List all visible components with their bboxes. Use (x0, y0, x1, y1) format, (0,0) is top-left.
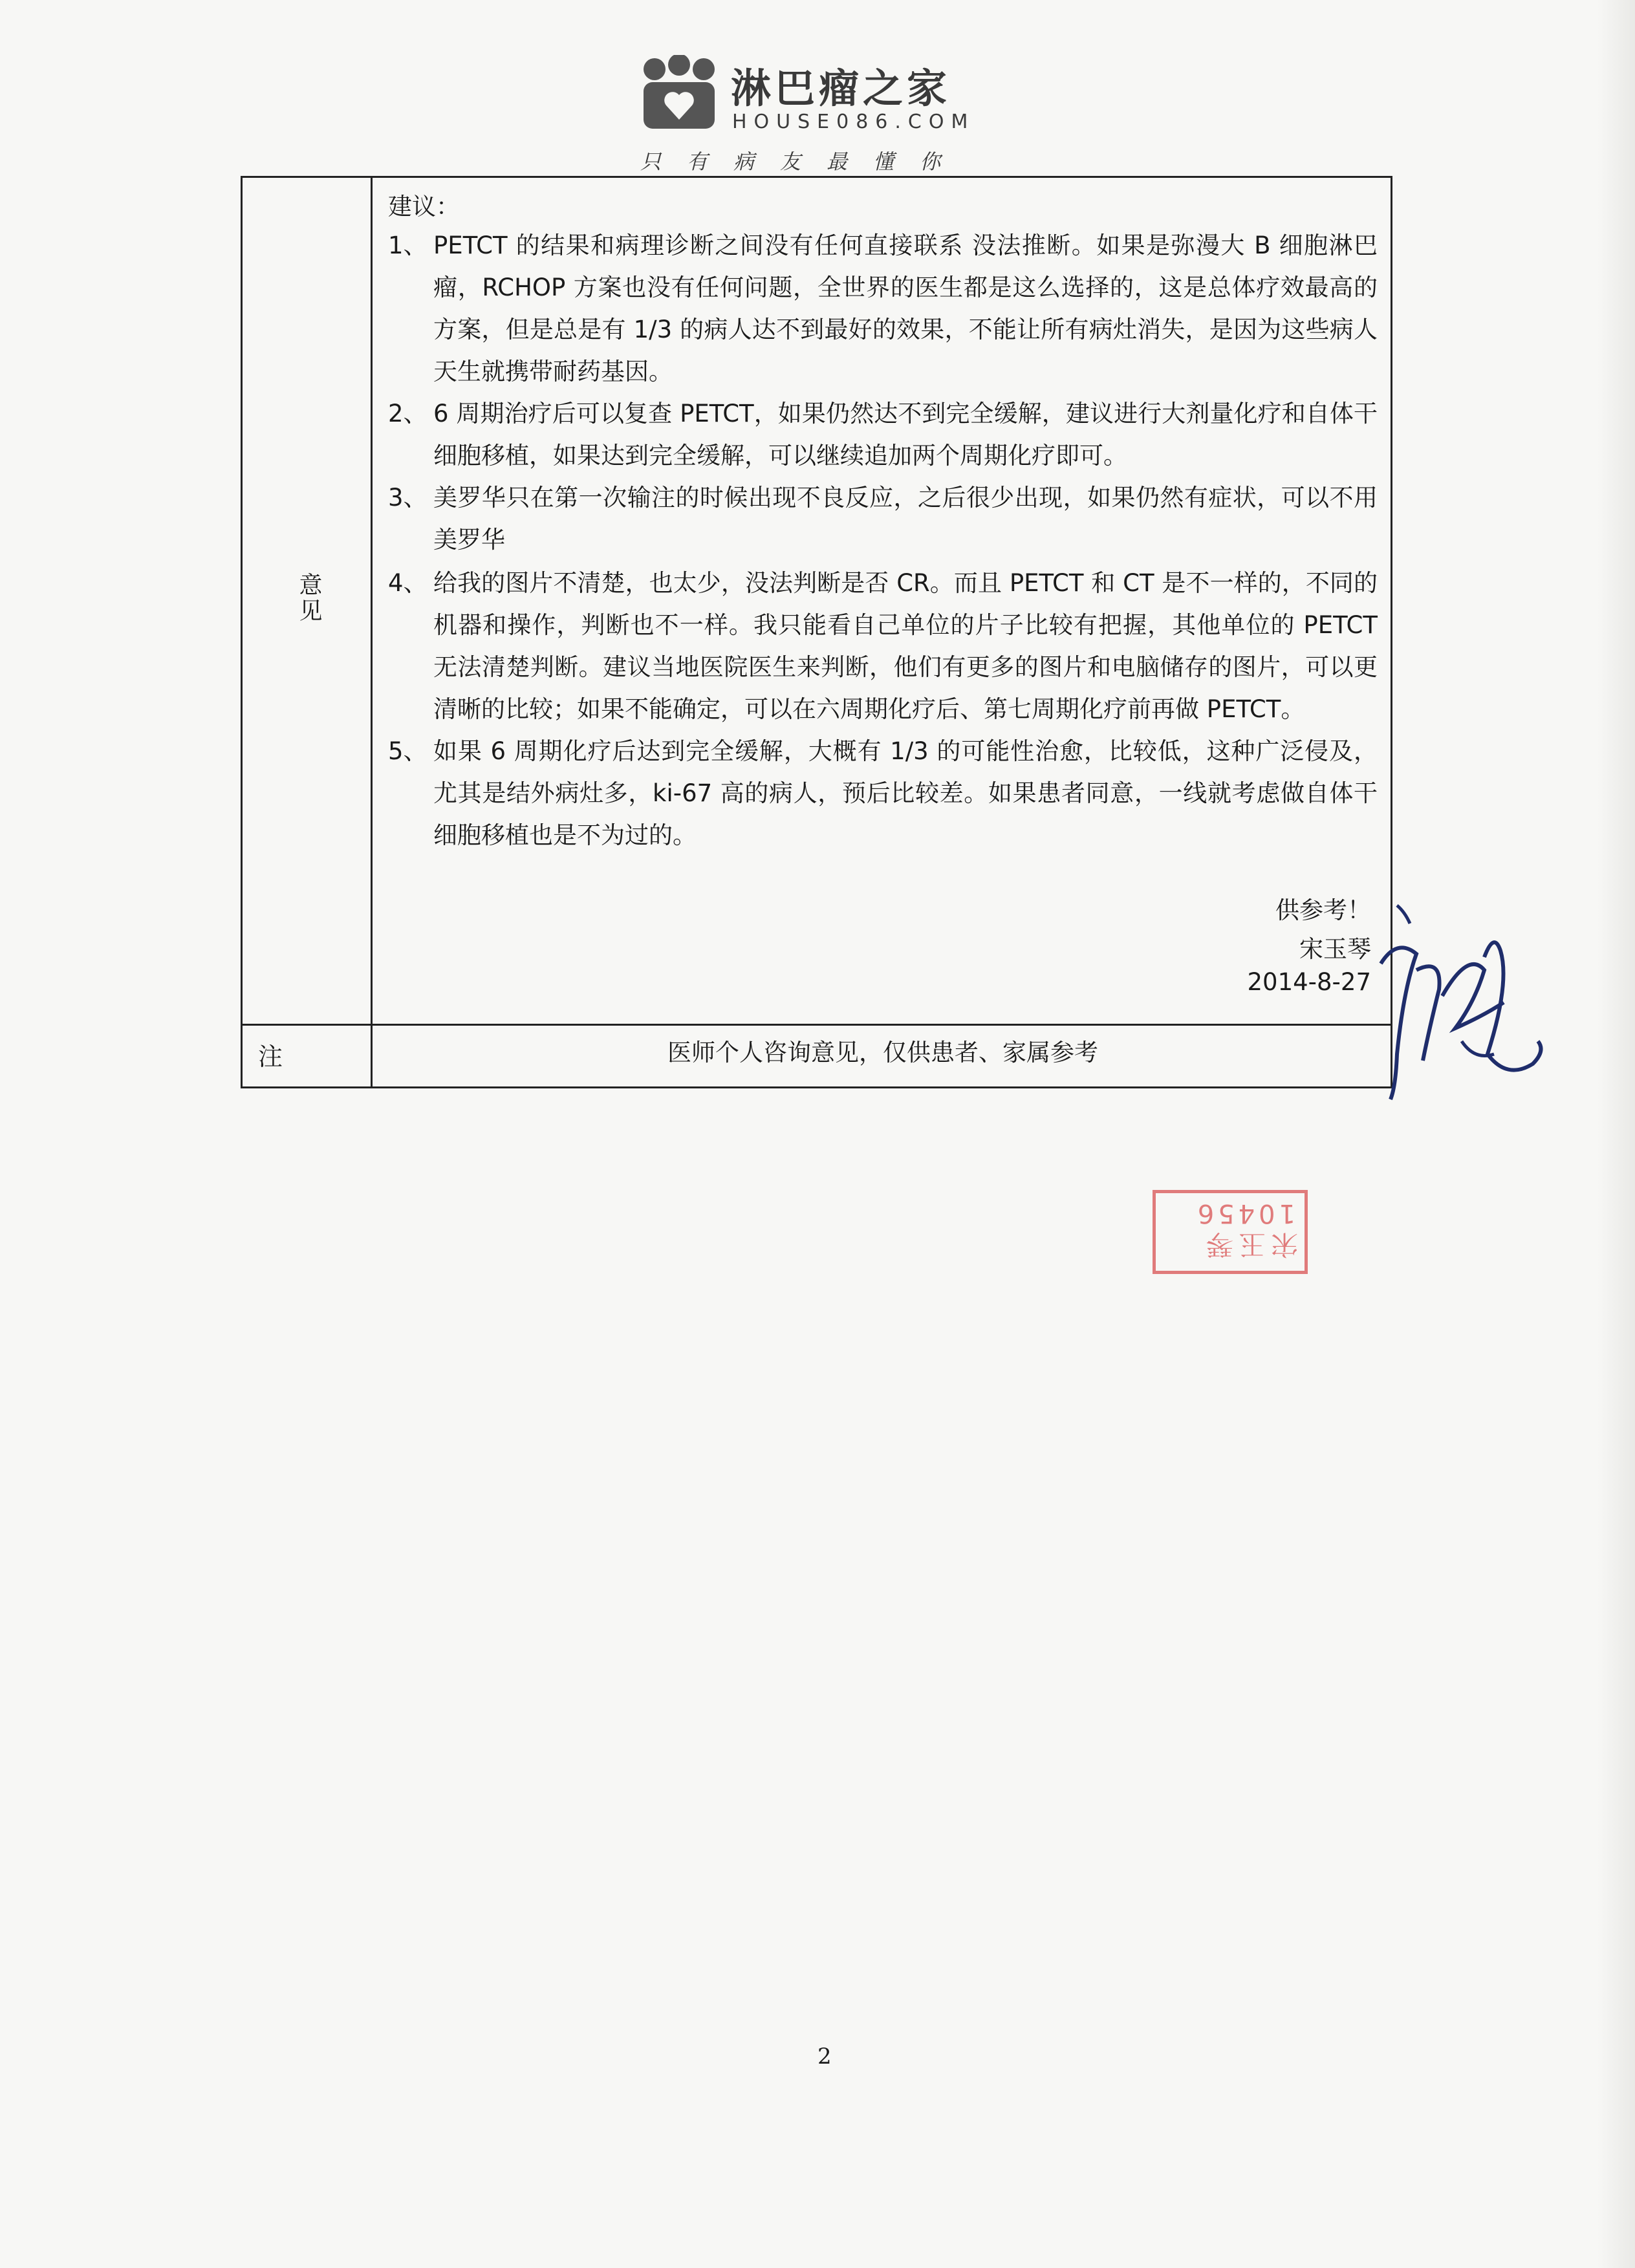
opinion-label: 意见 (296, 572, 322, 624)
row-divider (243, 1024, 1391, 1026)
advice-item-number: 2、 (388, 400, 428, 427)
advice-item-text: 如果 6 周期化疗后达到完全缓解，大概有 1/3 的可能性治愈，比较低，这种广泛侵及，尤其是结外病灶多，ki-67 高的病人，预后比较差。如果患者同意，一线就考虑做自体干细胞移植也是不为过的。 (433, 737, 1378, 849)
logo-site-url: HOUSE086.COM (732, 111, 975, 133)
advice-intro: 建议： (388, 193, 460, 221)
logo-title: 淋巴瘤之家 (731, 65, 951, 112)
closing-remark: 供参考！ (1275, 896, 1371, 924)
note-label: 注 (258, 1042, 283, 1071)
seal-name: 宋玉琴 (1200, 1229, 1298, 1260)
seal-number: 10456 (1193, 1198, 1295, 1228)
advice-item-text: 美罗华只在第一次输注的时候出现不良反应，之后很少出现，如果仍然有症状，可以不用美罗华 (433, 484, 1378, 554)
page-edge-shadow (1597, 0, 1635, 2268)
advice-item-number: 5、 (388, 737, 428, 765)
logo-slogan: 只有病友最懂你 (640, 149, 967, 174)
family-logo-icon (640, 55, 718, 133)
advice-item-text: 6 周期治疗后可以复查 PETCT，如果仍然达不到完全缓解，建议进行大剂量化疗和自体干细胞移植，如果达到完全缓解，可以继续追加两个周期化疗即可。 (433, 400, 1378, 470)
page-number: 2 (817, 2044, 832, 2069)
author-name: 宋玉琴 (1299, 935, 1371, 963)
document-date: 2014-8-27 (1247, 968, 1371, 996)
column-divider (371, 178, 373, 1086)
advice-item-number: 4、 (388, 569, 428, 597)
advice-item-number: 3、 (388, 484, 428, 512)
site-logo (640, 55, 977, 174)
doctor-seal (1153, 1190, 1308, 1274)
note-text: 医师个人咨询意见，仅供患者、家属参考 (667, 1039, 1098, 1066)
opinion-table (241, 176, 1392, 1088)
handwritten-signature (1371, 892, 1565, 1106)
advice-item-text: 给我的图片不清楚，也太少，没法判断是否 CR。而且 PETCT 和 CT 是不一样的，不同的机器和操作，判断也不一样。我只能看自己单位的片子比较有把握，其他单位的 PETCT 无法清楚判断。建议当地医院医生来判断，他们有更多的图片和电脑储存的图片，可以更清晰的比较；如果不能确定，可以在六周期化疗后、第七周期化疗前再做 PETCT。 (433, 569, 1378, 723)
advice-item-number: 1、 (388, 232, 428, 259)
advice-item-text: PETCT 的结果和病理诊断之间没有任何直接联系 没法推断。如果是弥漫大 B 细胞淋巴瘤，RCHOP 方案也没有任何问题，全世界的医生都是这么选择的，这是总体疗效最高的方案，但是总是有 1/3 的病人达不到最好的效果，不能让所有病灶消失，是因为这些病人天生就携带耐药基因。 (433, 232, 1378, 385)
